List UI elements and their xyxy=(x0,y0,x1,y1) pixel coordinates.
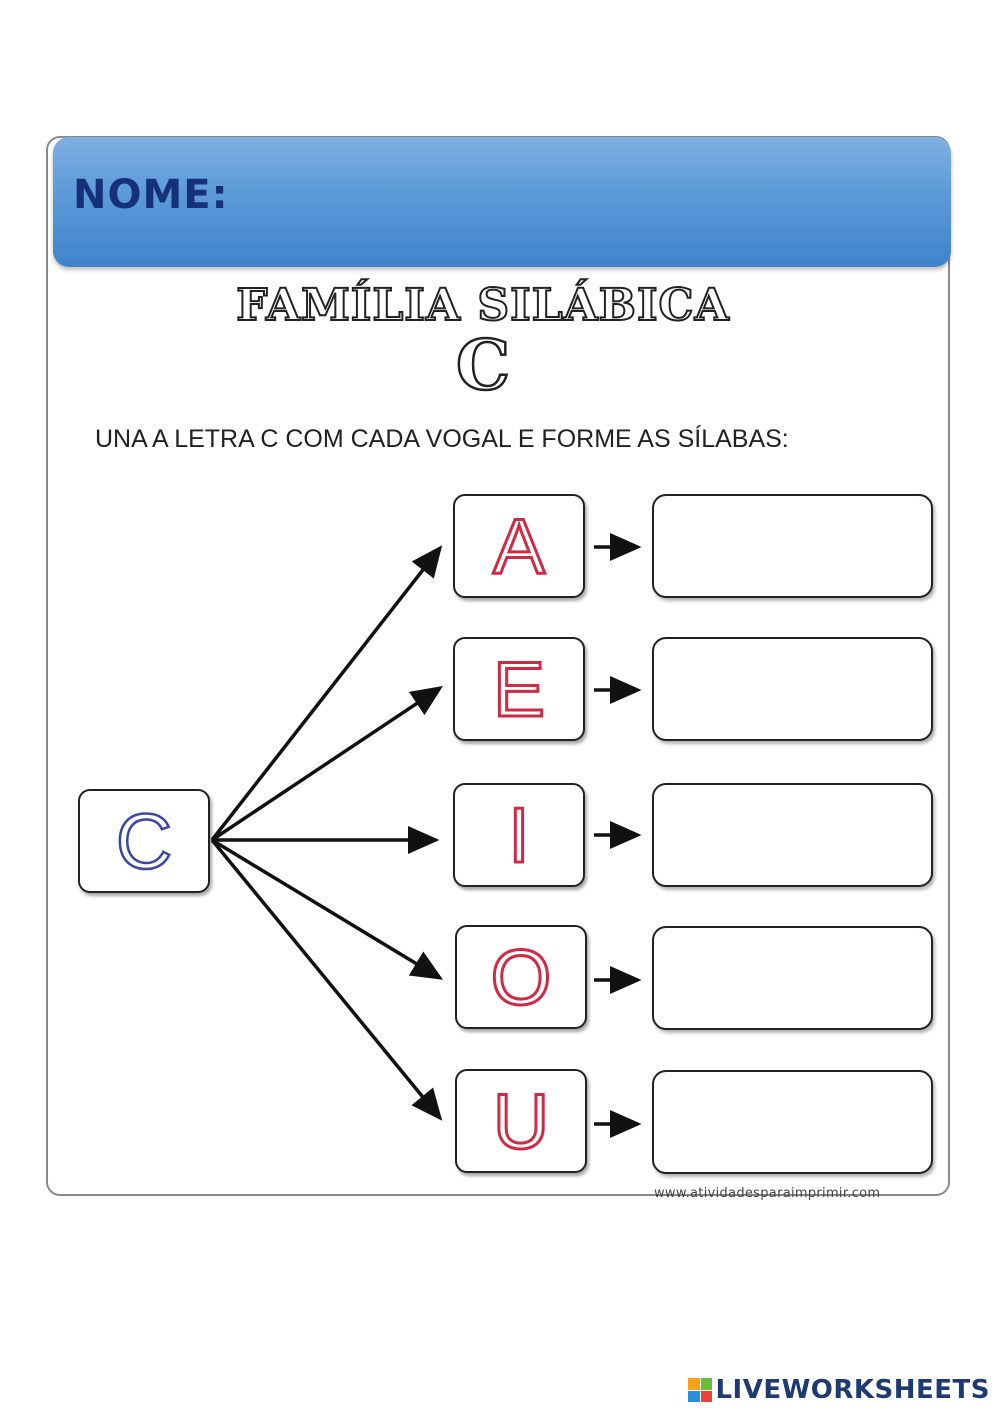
consonant-letter: C xyxy=(115,797,173,885)
vowel-letter: U xyxy=(492,1077,550,1165)
arrow-to-u xyxy=(212,840,440,1118)
vowel-box-i xyxy=(453,783,585,887)
vowel-letter: E xyxy=(492,645,546,733)
vowel-letter: O xyxy=(490,933,552,1021)
name-label: NOME: xyxy=(73,172,229,218)
logo-square xyxy=(701,1391,713,1403)
consonant-box xyxy=(78,789,210,893)
logo-square xyxy=(688,1391,700,1403)
vowel-box-a xyxy=(453,494,585,598)
answer-input-ci[interactable] xyxy=(652,783,933,887)
arrow-to-e xyxy=(212,688,440,840)
vowel-letter: I xyxy=(508,791,530,879)
worksheet-title: FAMÍLIA SILÁBICA xyxy=(236,280,730,331)
liveworksheets-grid-icon xyxy=(688,1378,712,1402)
logo-square xyxy=(688,1378,700,1390)
instruction-text: UNA A LETRA C COM CADA VOGAL E FORME AS SÍLABAS: xyxy=(95,425,789,453)
answer-input-co[interactable] xyxy=(652,926,933,1030)
vowel-letter: A xyxy=(492,502,546,590)
liveworksheets-wordmark: LIVEWORKSHEETS xyxy=(715,1375,990,1405)
vowel-box-u xyxy=(455,1069,587,1173)
answer-input-cu[interactable] xyxy=(652,1070,933,1174)
arrow-to-a xyxy=(212,548,440,840)
vowel-box-e xyxy=(453,637,585,741)
logo-square xyxy=(701,1378,713,1390)
answer-input-ca[interactable] xyxy=(652,494,933,598)
source-credit: www.atividadesparaimprimir.com xyxy=(654,1186,881,1201)
vowel-box-o xyxy=(455,925,587,1029)
liveworksheets-logo[interactable] xyxy=(688,1375,990,1405)
answer-input-ce[interactable] xyxy=(652,637,933,741)
arrow-to-o xyxy=(212,840,440,978)
featured-letter: C xyxy=(455,326,511,406)
